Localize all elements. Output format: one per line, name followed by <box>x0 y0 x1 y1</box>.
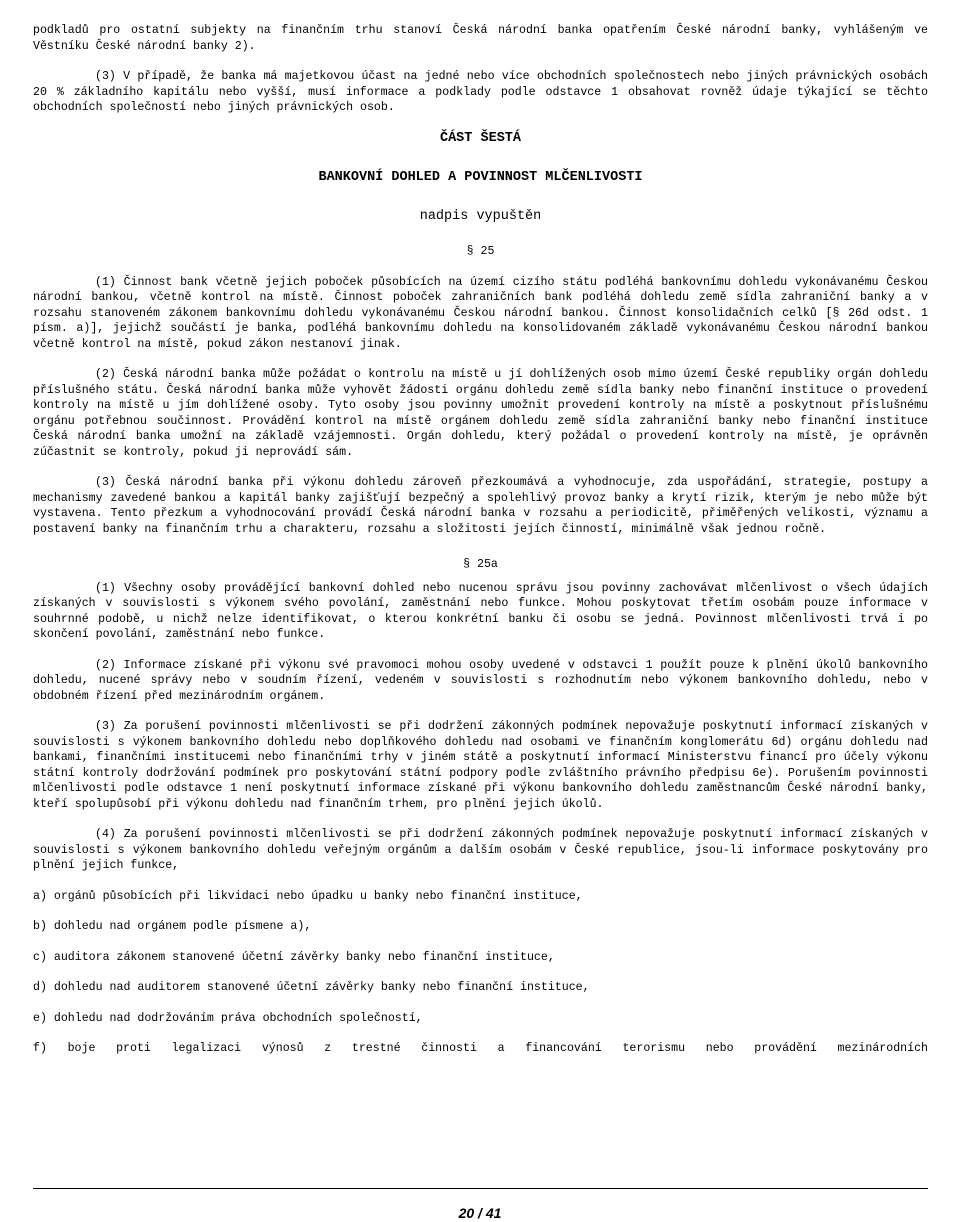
section-25-paragraph-1: (1) Činnost bank včetně jejich poboček působících na území cizího státu podléhá bankovnímu dohledu vykonávanému Českou národní bankou, včetně kontrol na místě. Činnost poboček zahraničních bank podléhá dohledu země sídla zahraniční banky a v rozsahu stanoveném zákonem bankovnímu dohledu vykonávanému Českou národní bankou. Činnost konsolidačních celků [§ 26d odst. 1 písm. a)], jejichž součástí je banka, podléhá bankovnímu dohledu na konsolidovaném základě vykonávanému Českou národní bankou včetně kontrol na místě, pokud zákon nestanoví jinak. <box>33 275 928 351</box>
section-25a-paragraph-2: (2) Informace získané při výkonu své pravomoci mohou osoby uvedené v odstavci 1 použít pouze k plnění úkolů bankovního dohledu, nucené správy nebo v soudním řízení, vedeném v souvislosti s rozhodnutím nebo výkonem bankovního dohledu, nebo v obdobném řízení před mezinárodním orgánem. <box>33 658 928 703</box>
page-number: 20 / 41 <box>458 1205 502 1221</box>
intro-paragraph-continued: podkladů pro ostatní subjekty na finančním trhu stanoví Česká národní banka opatřením České národní banky, vyhlášeným ve Věstníku České národní banky 2). <box>33 24 928 53</box>
intro-paragraph-3: (3) V případě, že banka má majetkovou účast na jedné nebo více obchodních společnostech nebo jiných právnických osobách 20 % základního kapitálu nebo vyšší, musí informace a podklady podle odstavce 1 obsahovat rovněž údaje týkající se těchto obchodních společností nebo jiných právnických osob. <box>33 70 928 114</box>
section-mark-25a: § 25a <box>463 558 498 571</box>
section-25a-paragraph-1: (1) Všechny osoby provádějící bankovní dohled nebo nucenou správu jsou povinny zachovávat mlčenlivost o všech údajích získaných v souvislosti s výkonem svého povolání, zaměstnání nebo funkce. Mohou poskytovat třetím osobám pouze informace v souhrnné podobě, u nichž nelze identifikovat, o kterou konkrétní banku či osobu se jedná. Povinnost mlčenlivosti trvá i po skončení povolání, zaměstnání nebo funkce. <box>33 581 928 641</box>
section-25a-paragraph-4: (4) Za porušení povinnosti mlčenlivosti se při dodržení zákonných podmínek nepovažuje poskytnutí informací získaných v souvislosti s výkonem bankovního dohledu veřejným orgánům a dalším osobám v České republice, jsou-li informace poskytovány pro plnění jejich funkce, <box>33 828 928 872</box>
part-title: ČÁST ŠESTÁ <box>439 130 521 146</box>
section-25a-list <box>33 889 928 1057</box>
list-item-b: b) dohledu nad orgánem podle písmene a), <box>33 920 312 933</box>
list-item-e: e) dohledu nad dodržováním práva obchodních společností, <box>33 1011 423 1025</box>
section-25-paragraph-2: (2) Česká národní banka může požádat o kontrolu na místě u jí dohlížených osob mimo území České republiky orgán dohledu příslušného státu. Česká národní banka může vyhovět žádosti orgánu dohledu země sídla banky nebo finanční instituce o provedení kontroly na místě u jím dohlížené osoby. Tyto osoby jsou povinny umožnit provedení kontroly na místě a poskytnout příslušnému orgánu potřebnou součinnost. Provádění kontrol na místě orgánem dohledu země sídla zahraniční banky nebo finanční instituce Česká národní banka umožní na základě vzájemnosti. Orgán dohledu, který požádal o provedení kontroly na místě, je oprávněn zúčastnit se kontroly, pokud ji neprovádí sám. <box>33 368 928 459</box>
footer-divider <box>33 1188 928 1189</box>
heading-note: nadpis vypuštěn <box>419 208 542 224</box>
section-25-paragraph-3: (3) Česká národní banka při výkonu dohledu zároveň přezkoumává a vyhodnocuje, zda uspořádání, strategie, postupy a mechanismy zavedené bankou a kapitál banky zajišťují bezpečný a spolehlivý provoz banky a krytí rizik, kterým je nebo může být vystavena. Tento přezkum a vyhodnocování provádí Česká národní banka v rozsahu a periodicitě, přiměřených velikosti, významu a postavení banky na finančním trhu a charakteru, rozsahu a složitosti jejích činností, minimálně však jednou ročně. <box>33 476 928 536</box>
list-item-d: d) dohledu nad auditorem stanovené účetní závěrky banky nebo finanční instituce, <box>33 981 590 994</box>
section-25a-paragraph-3: (3) Za porušení povinnosti mlčenlivosti se při dodržení zákonných podmínek nepovažuje poskytnutí informací získaných v souvislosti s výkonem bankovního dohledu nebo doplňkového dohledu nad osobami ve finančním konglomerátu 6d) orgánu dohledu nad bankami, finančními institucemi nebo finančními trhy v jiném státě a poskytnutí informací Ministerstvu financí pro účely výkonu státní kontroly dodržování podmínek pro poskytování státní podpory podle zvláštního právního předpisu 6e). Porušením povinnosti mlčenlivosti podle odstavce 1 není poskytnutí informace získané při výkonu bankovního dohledu zaměstnancům České národní banky, kteří spolupůsobí při výkonu dohledu nad finančním trhem, pro plnění jejich úkolů. <box>33 720 928 811</box>
list-item-a: a) orgánů působících při likvidaci nebo úpadku u banky nebo finanční instituce, <box>33 889 583 903</box>
document-page <box>33 23 928 1057</box>
list-item-f: f) boje proti legalizaci výnosů z trestné činnosti a financování terorismu nebo provádění mezinárodních <box>33 1042 928 1055</box>
section-mark-25: § 25 <box>466 245 495 258</box>
list-item-c: c) auditora zákonem stanovené účetní závěrky banky nebo finanční instituce, <box>33 950 555 964</box>
part-subtitle: BANKOVNÍ DOHLED A POVINNOST MLČENLIVOSTI <box>318 170 643 185</box>
